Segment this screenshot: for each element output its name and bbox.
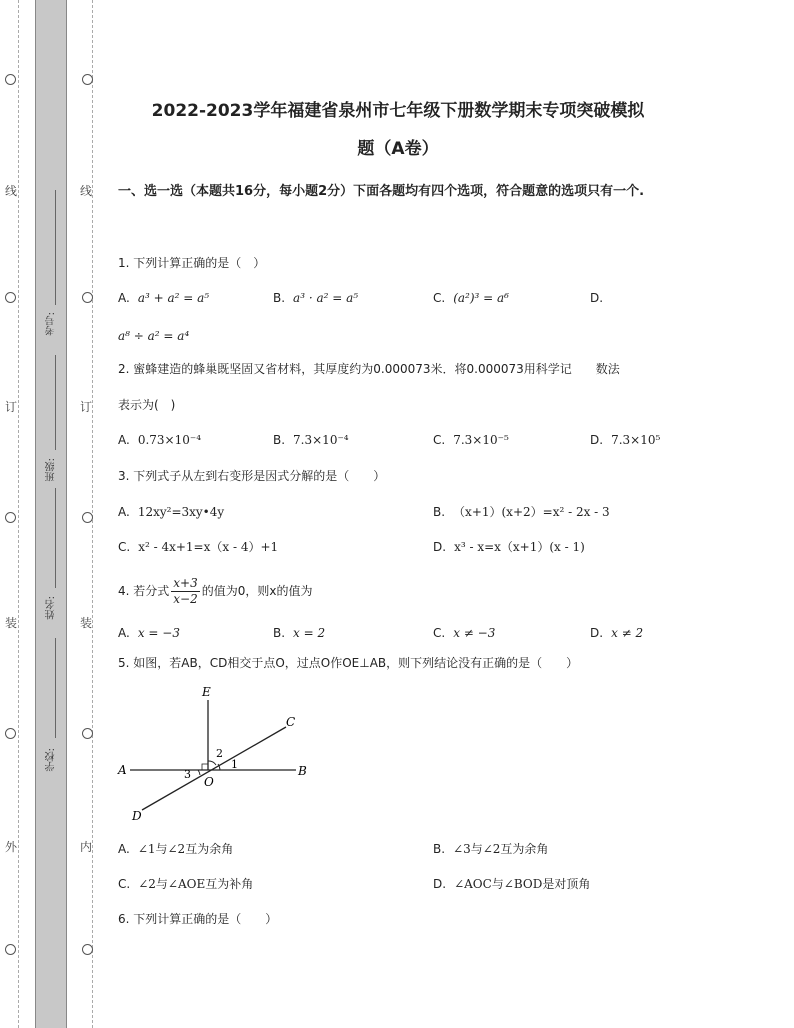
- question-1-option-d[interactable]: a⁸ ÷ a² = a⁴: [118, 329, 190, 343]
- question-2-option-d[interactable]: D. 7.3×10⁵: [590, 433, 661, 447]
- question-4-option-a[interactable]: A. x = −3: [118, 626, 180, 640]
- page-title-line1: 2022-2023学年福建省泉州市七年级下册数学期末专项突破模拟: [151, 101, 645, 121]
- question-3-option-c[interactable]: C. x² - 4x+1=x（x - 4）+1: [118, 540, 279, 554]
- binding-hole: [5, 728, 16, 739]
- inner-char-ding: 订: [80, 400, 93, 414]
- question-5-stem: 5. 如图，若AB，CD相交于点O，过点O作OE⊥AB，则下列结论没有正确的是（ ）: [118, 656, 579, 670]
- question-3-option-b[interactable]: B. （x+1）(x+2）=x² - 2x - 3: [433, 505, 610, 519]
- angle-arc-2: [208, 761, 216, 765]
- line-cd: [142, 727, 286, 810]
- binding-hole: [82, 292, 93, 303]
- outer-char-ding: 订: [5, 400, 18, 414]
- question-1-option-a[interactable]: A. a³ + a² = a⁵: [118, 291, 210, 305]
- question-5-option-c[interactable]: C. ∠2与∠AOE互为补角: [118, 877, 254, 891]
- question-1-option-b[interactable]: B. a³ · a² = a⁵: [273, 291, 359, 305]
- fraction: $\frac{x+3}{x-2}$: [173, 576, 198, 606]
- field-school: 学校:: [46, 748, 57, 772]
- question-2-stem-cont: 表示为( ): [118, 398, 176, 412]
- binding-hole: [82, 728, 93, 739]
- binding-hole: [5, 74, 16, 85]
- question-5-option-d[interactable]: D. ∠AOC与∠BOD是对顶角: [433, 877, 591, 891]
- inner-char-xian: 线: [80, 184, 93, 198]
- outer-char-xian: 线: [5, 184, 18, 198]
- binding-hole: [82, 512, 93, 523]
- question-2-option-b[interactable]: B. 7.3×10⁻⁴: [273, 433, 349, 447]
- page-title-line2: 题（A卷）: [357, 139, 439, 159]
- outer-char-wai: 外: [5, 840, 18, 854]
- field-exam-number-line[interactable]: [55, 190, 56, 305]
- point-e: E: [202, 685, 211, 699]
- field-school-line[interactable]: [55, 638, 56, 738]
- binding-strip: [35, 0, 67, 1028]
- field-name-line[interactable]: [55, 488, 56, 588]
- question-3-option-d[interactable]: D. x³ - x=x（x+1）(x - 1): [433, 540, 585, 554]
- field-class: 班级:: [46, 458, 57, 482]
- right-angle-mark: [202, 764, 208, 770]
- question-1-stem: 1. 下列计算正确的是（ ）: [118, 256, 266, 270]
- page-title: [118, 92, 678, 168]
- binding-hole: [82, 74, 93, 85]
- point-d: D: [132, 809, 142, 823]
- angle-label-3: 3: [184, 768, 191, 781]
- inner-char-nei: 内: [80, 840, 93, 854]
- question-4-option-b[interactable]: B. x = 2: [273, 626, 326, 640]
- point-a: A: [118, 763, 127, 777]
- question-1-option-c[interactable]: C. (a²)³ = a⁶: [433, 291, 509, 305]
- question-4-option-c[interactable]: C. x ≠ −3: [433, 626, 496, 640]
- angle-arc-3: [198, 770, 200, 775]
- question-3-stem: 3. 下列式子从左到右变形是因式分解的是（ ）: [118, 469, 386, 483]
- field-class-line[interactable]: [55, 355, 56, 450]
- outer-dash-line: [18, 0, 19, 1028]
- field-exam-number: 考号:: [46, 312, 57, 336]
- inner-char-zhuang: 装: [80, 616, 93, 630]
- question-2-option-a[interactable]: A. 0.73×10⁻⁴: [118, 433, 201, 447]
- point-o: O: [204, 775, 214, 789]
- question-3-option-a[interactable]: A. 12xy²=3xy•4y: [118, 505, 225, 519]
- angle-label-1: 1: [231, 758, 238, 771]
- angle-label-2: 2: [216, 747, 223, 760]
- section-heading: 一、选一选（本题共16分，每小题2分）下面各题均有四个选项，符合题意的选项只有一个.: [118, 184, 645, 199]
- question-5-figure: [110, 680, 330, 830]
- binding-hole: [5, 292, 16, 303]
- point-c: C: [286, 715, 296, 729]
- question-2-stem: 2. 蜜蜂建造的蜂巢既坚固又省材料，其厚度约为0.000073米．将0.000073用科学记 数法: [118, 362, 620, 376]
- binding-hole: [5, 944, 16, 955]
- question-5-option-b[interactable]: B. ∠3与∠2互为余角: [433, 842, 549, 856]
- point-b: B: [298, 764, 307, 778]
- binding-hole: [5, 512, 16, 523]
- question-4-stem: 4. 若分式 $\frac{x+3}{x-2}$ 的值为0，则x的值为: [118, 576, 313, 606]
- question-4-option-d[interactable]: D. x ≠ 2: [590, 626, 644, 640]
- field-name: 姓名:: [46, 596, 57, 620]
- question-6-stem: 6. 下列计算正确的是（ ）: [118, 912, 278, 926]
- question-5-option-a[interactable]: A. ∠1与∠2互为余角: [118, 842, 234, 856]
- question-2-option-c[interactable]: C. 7.3×10⁻⁵: [433, 433, 509, 447]
- binding-hole: [82, 944, 93, 955]
- outer-char-zhuang: 装: [5, 616, 18, 630]
- question-1-option-d-label[interactable]: D.: [590, 291, 604, 305]
